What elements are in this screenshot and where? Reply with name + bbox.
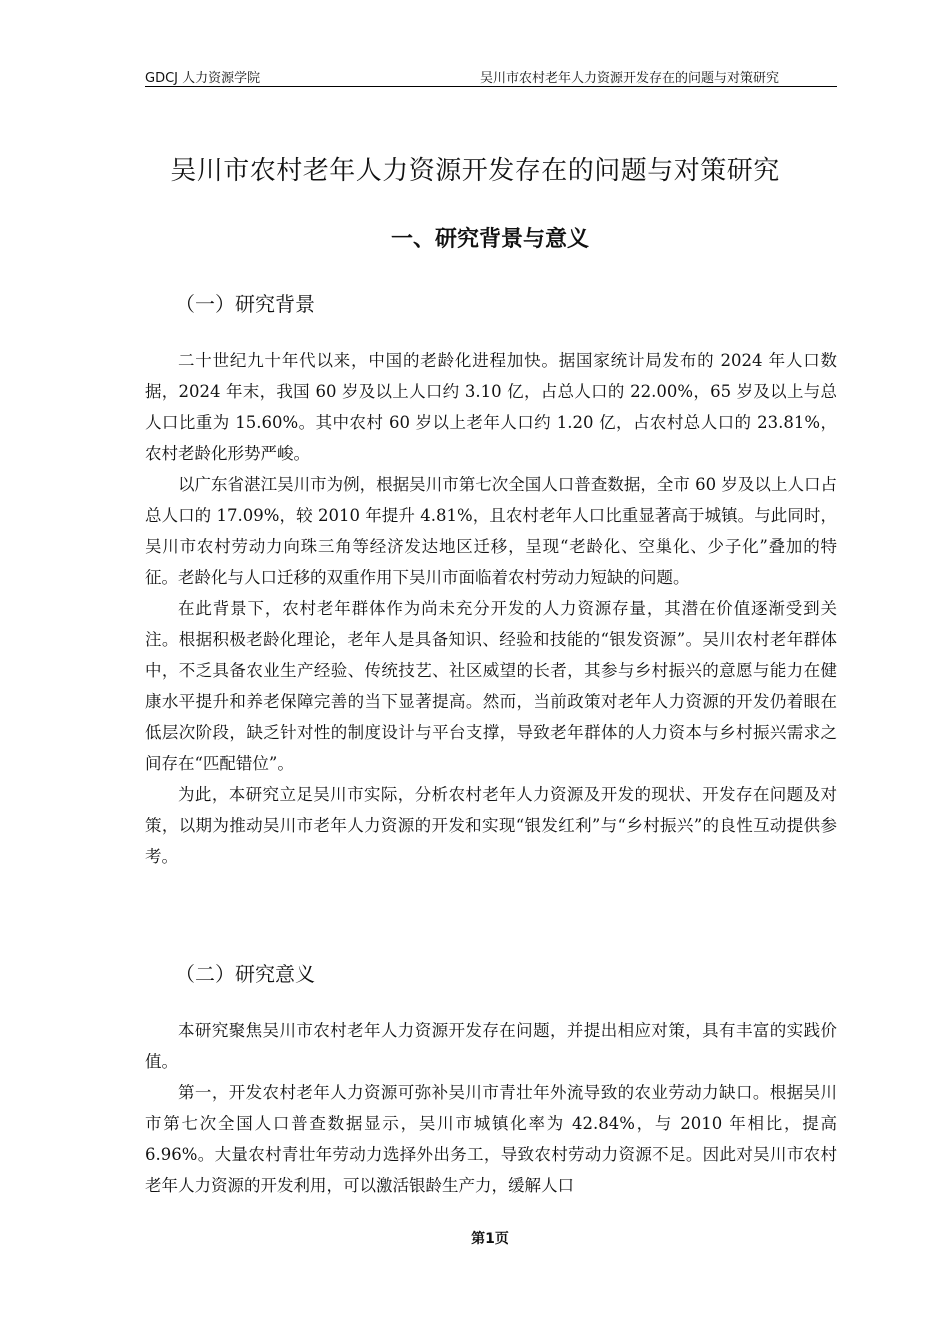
document-title: 吴川市农村老年人力资源开发存在的问题与对策研究 [170,156,780,186]
section-heading: 一、研究背景与意义 [390,227,589,252]
significance-body [145,1015,837,1201]
page-header [145,66,837,87]
subsection-heading-significance: （二）研究意义 [175,962,315,986]
paragraph: 以广东省湛江吴川市为例，根据吴川市第七次全国人口普查数据，全市 60 岁及以上人口占总人口的 17.09%，较 2010 年提升 4.81%，且农村老年人口比重显著高于城镇。与此同时，吴川市农村劳动力向珠三角等经济发达地区迁移，呈现“老龄化、空巢化、少子化”叠加的特征。老龄化与人口迁移的双重作用下吴川市面临着农村劳动力短缺的问题。 [145,475,837,587]
paragraph: 在此背景下，农村老年群体作为尚未充分开发的人力资源存量，其潜在价值逐渐受到关注。根据积极老龄化理论，老年人是具备知识、经验和技能的“银发资源”。吴川农村老年群体中，不乏具备农业生产经验、传统技艺、社区威望的长者，其参与乡村振兴的意愿与能力在健康水平提升和养老保障完善的当下显著提高。然而，当前政策对老年人力资源的开发仍着眼在低层次阶段，缺乏针对性的制度设计与平台支撑，导致老年群体的人力资本与乡村振兴需求之间存在“匹配错位”。 [145,599,837,773]
header-institution: GDCJ 人力资源学院 [145,71,261,86]
subsection-heading-background: （一）研究背景 [175,292,315,316]
background-body [145,345,837,872]
paragraph: 为此，本研究立足吴川市实际，分析农村老年人力资源及开发的现状、开发存在问题及对策，以期为推动吴川市老年人力资源的开发和实现“银发红利”与“乡村振兴”的良性互动提供参考。 [145,785,837,866]
page-number: 第1页 [471,1231,509,1247]
paragraph: 二十世纪九十年代以来，中国的老龄化进程加快。据国家统计局发布的 2024 年人口数据，2024 年末，我国 60 岁及以上人口约 3.10 亿，占总人口的 22.00%，65 岁及以上与总人口比重为 15.60%。其中农村 60 岁以上老年人口约 1.20 亿，占农村总人口的 23.81%，农村老龄化形势严峻。 [145,351,837,463]
paragraph: 本研究聚焦吴川市农村老年人力资源开发存在问题，并提出相应对策，具有丰富的实践价值。 [145,1021,837,1071]
paragraph: 第一，开发农村老年人力资源可弥补吴川市青壮年外流导致的农业劳动力缺口。根据吴川市第七次全国人口普查数据显示，吴川市城镇化率为 42.84%，与 2010 年相比，提高 6.96%。大量农村青壮年劳动力选择外出务工，导致农村劳动力资源不足。因此对吴川市农村老年人力资源的开发利用，可以激活银龄生产力，缓解人口 [145,1083,837,1195]
header-doc-title: 吴川市农村老年人力资源开发存在的问题与对策研究 [479,71,779,86]
